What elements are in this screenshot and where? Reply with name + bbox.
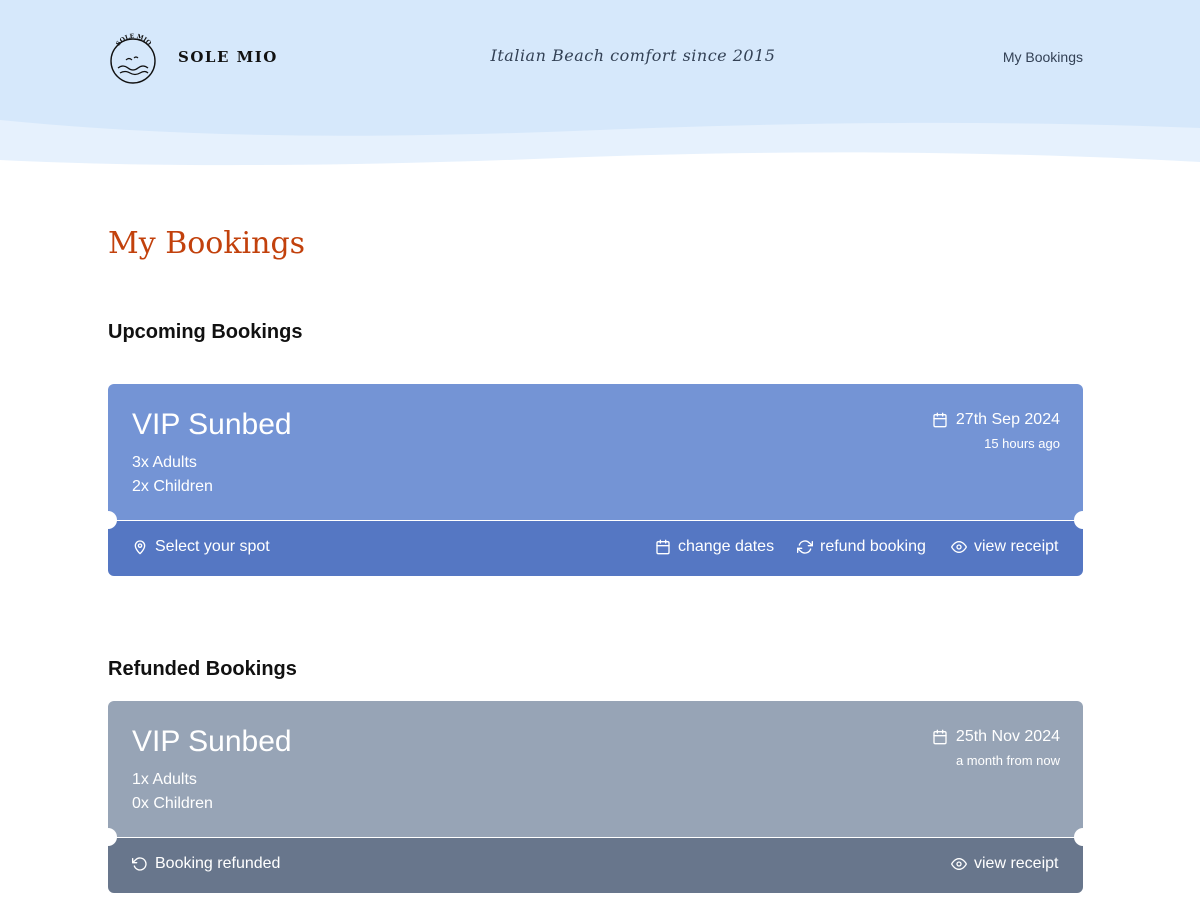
booking-card-body (108, 701, 1083, 837)
calendar-icon (932, 729, 948, 745)
refunded-bookings-heading: Refunded Bookings (108, 658, 297, 680)
booking-children-count: 2x Children (132, 478, 213, 495)
eye-icon (951, 856, 967, 872)
change-dates-button[interactable] (655, 538, 774, 556)
ticket-notch-left (99, 511, 117, 529)
refund-booking-label: refund booking (820, 538, 926, 555)
page-title: My Bookings (108, 226, 306, 261)
booking-refunded-status (132, 855, 280, 873)
view-receipt-button[interactable] (951, 855, 1058, 873)
booking-date-text: 27th Sep 2024 (955, 411, 1060, 428)
booking-adults-count: 1x Adults (132, 771, 197, 788)
booking-children-count: 0x Children (132, 795, 213, 812)
upcoming-bookings-heading: Upcoming Bookings (108, 321, 303, 343)
booking-card-body (108, 384, 1083, 520)
tagline: Italian Beach comfort since 2015 (490, 46, 776, 65)
view-receipt-button[interactable] (951, 538, 1058, 556)
map-pin-icon (132, 539, 148, 555)
refunded-booking-card (108, 701, 1083, 893)
booking-date (932, 728, 1060, 746)
refund-booking-button[interactable] (797, 538, 926, 556)
ticket-notch-right (1074, 828, 1092, 846)
calendar-icon (932, 412, 948, 428)
nav-my-bookings-link[interactable]: My Bookings (1002, 49, 1083, 65)
booking-relative-time: a month from now (955, 753, 1060, 768)
ticket-perforation (116, 520, 1075, 521)
site-header (0, 0, 1200, 175)
ticket-notch-left (99, 828, 117, 846)
booking-product-name: VIP Sunbed (132, 725, 292, 758)
view-receipt-label: view receipt (974, 538, 1059, 555)
booking-relative-time: 15 hours ago (984, 436, 1060, 451)
booking-product-name: VIP Sunbed (132, 408, 292, 441)
select-spot-label: Select your spot (155, 538, 270, 555)
upcoming-booking-card (108, 384, 1083, 576)
eye-icon (951, 539, 967, 555)
brand-name[interactable]: SOLE MIO (178, 48, 278, 66)
svg-text:SOLE MIO: SOLE MIO (114, 32, 153, 48)
booking-refunded-label: Booking refunded (155, 855, 281, 872)
ticket-notch-right (1074, 511, 1092, 529)
booking-adults-count: 3x Adults (132, 454, 197, 471)
select-spot-button[interactable] (132, 538, 270, 556)
header-wave-background (0, 0, 1200, 175)
booking-date (932, 411, 1060, 429)
view-receipt-label: view receipt (974, 855, 1059, 872)
booking-date-text: 25th Nov 2024 (955, 728, 1060, 745)
change-dates-label: change dates (678, 538, 775, 555)
ticket-perforation (116, 837, 1075, 838)
calendar-icon (655, 539, 671, 555)
undo-icon (132, 856, 148, 872)
refresh-icon (797, 539, 813, 555)
